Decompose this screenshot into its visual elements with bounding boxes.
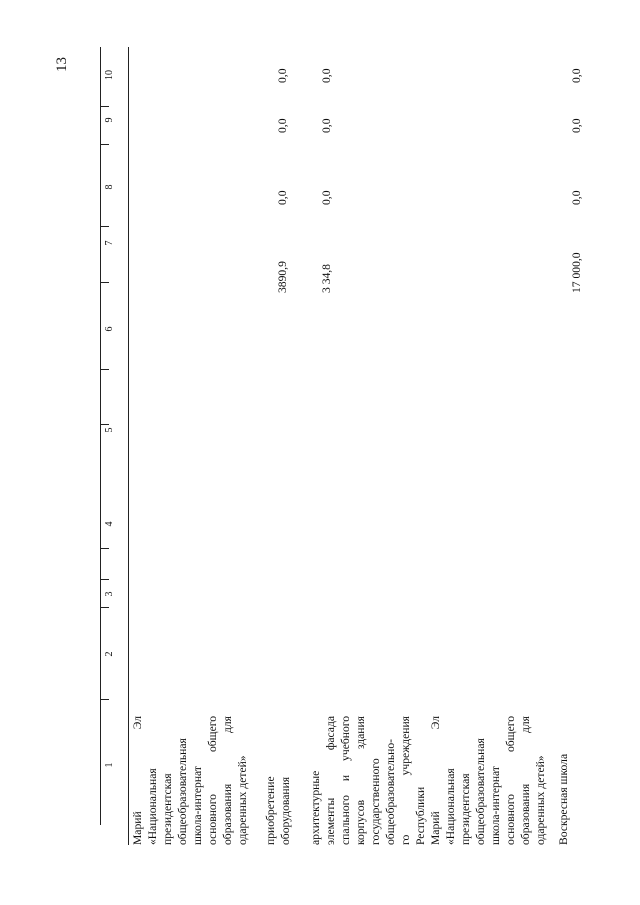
description-line [518,716,533,845]
description-line [503,716,518,845]
column-divider [100,282,109,283]
column-divider [100,548,109,549]
value-cell: 0,0 [276,68,289,83]
description-line: оборудования [279,776,292,845]
description-line: общеобразовательная [474,738,487,845]
value-cell: 0,0 [276,118,289,133]
description-word: элементы [324,797,337,845]
description-word: образования [519,783,532,845]
description-word: Марий [131,811,144,845]
description-word: и [339,774,352,782]
column-number: 2 [104,651,115,657]
description-line: приобретение [264,776,277,845]
description-line: президентская [161,773,174,845]
description-line: школа-интернат [191,766,204,845]
description-word: для [221,716,234,734]
description-word: Эл [429,716,442,730]
value-cell: 3 34,8 [320,264,333,293]
description-line: «Национальная [444,768,457,845]
column-divider [100,699,109,700]
description-word: образования [221,783,234,845]
description-word: учебного [339,716,352,761]
column-number: 3 [104,591,115,597]
description-word: Марий [429,811,442,845]
value-cell: 0,0 [570,118,583,133]
description-line [398,716,413,845]
value-cell: 3890,9 [276,261,289,293]
description-line: Воскресная школа [557,753,570,845]
value-cell: 0,0 [320,190,333,205]
description-line: государственного [369,758,382,845]
value-cell: 17 000,0 [570,252,583,293]
description-line: школа-интернат [489,766,502,845]
column-number: 10 [104,70,115,80]
description-line: президентская [459,773,472,845]
column-number: 9 [104,117,115,123]
description-line: архитектурные [309,770,322,845]
value-cell: 0,0 [320,118,333,133]
description-word: для [519,716,532,734]
description-line: «Национальная [146,768,159,845]
description-line: общеобразовательно- [384,738,397,845]
description-word: го [399,834,412,845]
description-word: корпусов [354,799,367,845]
description-line [323,716,338,845]
value-cell: 0,0 [570,68,583,83]
description-line: Республики [414,786,427,845]
row-description [308,716,548,845]
header-bottom-rule [128,47,129,845]
description-word: общего [504,716,517,753]
description-word: общего [206,716,219,753]
row-description [130,716,250,845]
value-cell: 0,0 [570,190,583,205]
description-line: общеобразовательная [176,738,189,845]
description-line: одаренных детей» [534,755,547,845]
description-line: одаренных детей» [236,755,249,845]
description-line [353,716,368,845]
column-number: 7 [104,240,115,246]
value-cell: 0,0 [320,68,333,83]
description-word: основного [206,794,219,845]
column-number: 5 [104,427,115,433]
description-word: учреждения [399,716,412,776]
row-description [263,716,293,845]
description-line [338,716,353,845]
description-line [130,716,145,845]
description-line [220,716,235,845]
row-description [556,716,571,845]
column-number: 8 [104,184,115,190]
header-top-rule [100,47,101,825]
description-word: фасада [324,716,337,751]
description-word: Эл [131,716,144,730]
column-number: 6 [104,326,115,332]
column-number: 1 [104,762,115,768]
column-divider [100,144,109,145]
page-number: 13 [54,57,70,72]
column-divider [100,369,109,370]
description-line [205,716,220,845]
description-word: здания [354,716,367,750]
description-word: спального [339,795,352,845]
value-cell: 0,0 [276,190,289,205]
column-number: 4 [104,521,115,527]
column-divider [100,226,109,227]
description-word: основного [504,794,517,845]
description-line [428,716,443,845]
